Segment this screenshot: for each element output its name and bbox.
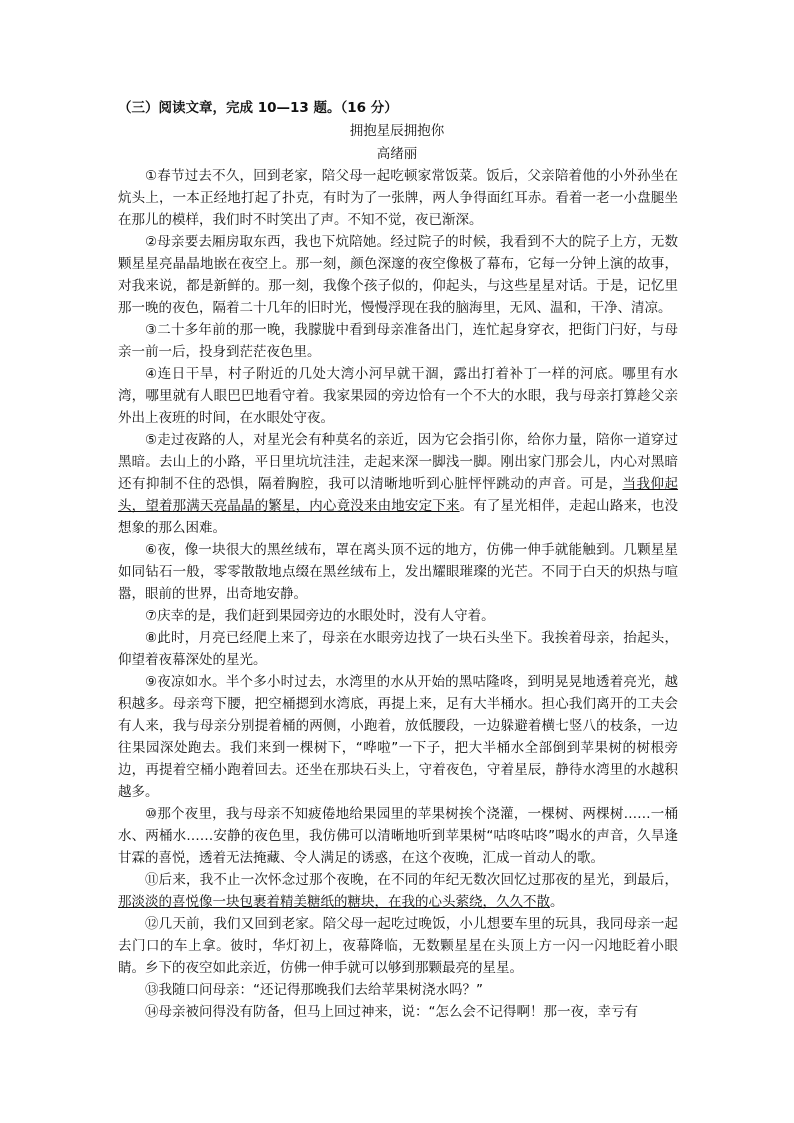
paragraph-5	[118, 429, 678, 539]
paragraph-1: ①春节过去不久，回到老家，陪父母一起吃顿家常饭菜。饭后，父亲陪着他的小外孙坐在炕头上，一本正经地打起了扑克，有时为了一张牌，两人争得面红耳赤。看着一老一小盘腿坐在那儿的模样，我们时不时笑出了声。不知不觉，夜已渐深。	[118, 168, 678, 228]
paragraph-6: ⑥夜，像一块很大的黑丝绒布，罩在离头顶不远的地方，仿佛一伸手就能触到。几颗星星如同钻石一般，零零散散地点缀在黑丝绒布上，发出耀眼璀璨的光芒。不同于白天的炽热与喧嚣，眼前的世界，出奇地安静。	[118, 542, 678, 602]
paragraph-2: ②母亲要去厢房取东西，我也下炕陪她。经过院子的时候，我看到不大的院子上方，无数颗星星亮晶晶地嵌在夜空上。那一刻，颜色深邃的夜空像极了幕布，它每一分钟上演的故事，对我来说，都是新鲜的。那一刻，我像个孩子似的，仰起头，与这些星星对话。于是，记忆里那一晚的夜色，隔着二十几年的旧时光，慢慢浮现在我的脑海里，无风、温和，干净、清凉。	[118, 234, 678, 316]
paragraph-9: ⑨夜凉如水。半个多小时过去，水湾里的水从开始的黑咕隆咚，到明晃晃地透着亮光，越积越多。母亲弯下腰，把空桶摁到水湾底，再提上来，足有大半桶水。担心我们离开的工夫会有人来，我与母亲分别提着桶的两侧，小跑着，放低腰段，一边躲避着横七竖八的枝条，一边往果园深处跑去。我们来到一棵树下，“哗啦”一下子，把大半桶水全部倒到苹果树的树根旁边，再提着空桶小跑着回去。还坐在那块石头上，守着夜色，守着星辰，静待水湾里的水越积越多。	[118, 674, 678, 800]
article-author: 高绪丽	[376, 146, 418, 162]
paragraph-4: ④连日干旱，村子附近的几处大湾小河早就干涸，露出打着补丁一样的河底。哪里有水湾，哪里就有人眼巴巴地看守着。我家果园的旁边恰有一个不大的水眼，我与母亲打算趁父亲外出上夜班的时间，在水眼处守夜。	[118, 366, 678, 426]
section-header: （三）阅读文章，完成 10—13 题。（16 分）	[118, 100, 398, 116]
paragraph-7: ⑦庆幸的是，我们赶到果园旁边的水眼处时，没有人守着。	[145, 608, 495, 624]
paragraph-11-post: 。	[550, 894, 564, 910]
paragraph-10: ⑩那个夜里，我与母亲不知疲倦地给果园里的苹果树挨个浇灌，一棵树、两棵树……一桶水、两桶水……安静的夜色里，我仿佛可以清晰地听到苹果树“咕咚咕咚”喝水的声音，久旱逢甘霖的喜悦，透着无法掩藏、令人满足的诱惑，在这个夜晚，汇成一首动人的歌。	[118, 806, 678, 866]
paragraph-5-post: 。有了星光相伴，走起山路来，也没想象的那么困难。	[118, 498, 678, 536]
paragraph-8: ⑧此时，月亮已经爬上来了，母亲在水眼旁边找了一块石头坐下。我挨着母亲，抬起头，仰望着夜幕深处的星光。	[118, 630, 678, 668]
paragraph-13: ⑬我随口问母亲：“还记得那晚我们去给苹果树浇水吗？”	[145, 982, 483, 998]
article-title: 拥抱星辰拥抱你	[349, 123, 445, 139]
paragraph-14: ⑭母亲被问得没有防备，但马上回过神来，说：“怎么会不记得啊！那一夜，幸亏有	[145, 1004, 638, 1020]
article-body	[118, 165, 678, 1023]
paragraph-11	[118, 869, 678, 913]
paragraph-12: ⑫几天前，我们又回到老家。陪父母一起吃过晚饭，小儿想要车里的玩具，我同母亲一起去门口的车上拿。彼时，华灯初上，夜幕降临，无数颗星星在头顶上方一闪一闪地眨着小眼睛。乡下的夜空如此亲近，仿佛一伸手就可以够到那颗最亮的星星。	[118, 916, 678, 976]
paragraph-5-pre: ⑤走过夜路的人，对星光会有种莫名的亲近，因为它会指引你，给你力量，陪你一道穿过黑暗。去山上的小路，平日里坑坑洼洼，走起来深一脚浅一脚。刚出家门那会儿，内心对黑暗还有抑制不住的恐惧，隔着胸腔，我可以清晰地听到心脏怦怦跳动的声音。可是，	[118, 432, 678, 492]
paragraph-11-pre: ⑪后来，我不止一次怀念过那个夜晚，在不同的年纪无数次回忆过那夜的星光，到最后，	[145, 872, 678, 888]
paragraph-3: ③二十多年前的那一晚，我朦胧中看到母亲准备出门，连忙起身穿衣，把街门闩好，与母亲一前一后，投身到茫茫夜色里。	[118, 322, 678, 360]
paragraph-5-underlined-sentence: 当我仰起头，望着那满天亮晶晶的繁星，内心竟没来由地安定下来	[118, 476, 679, 514]
paragraph-11-underlined-sentence: 那淡淡的喜悦像一块包裹着精美糖纸的糖块，在我的心头萦绕，久久不散	[118, 894, 550, 910]
